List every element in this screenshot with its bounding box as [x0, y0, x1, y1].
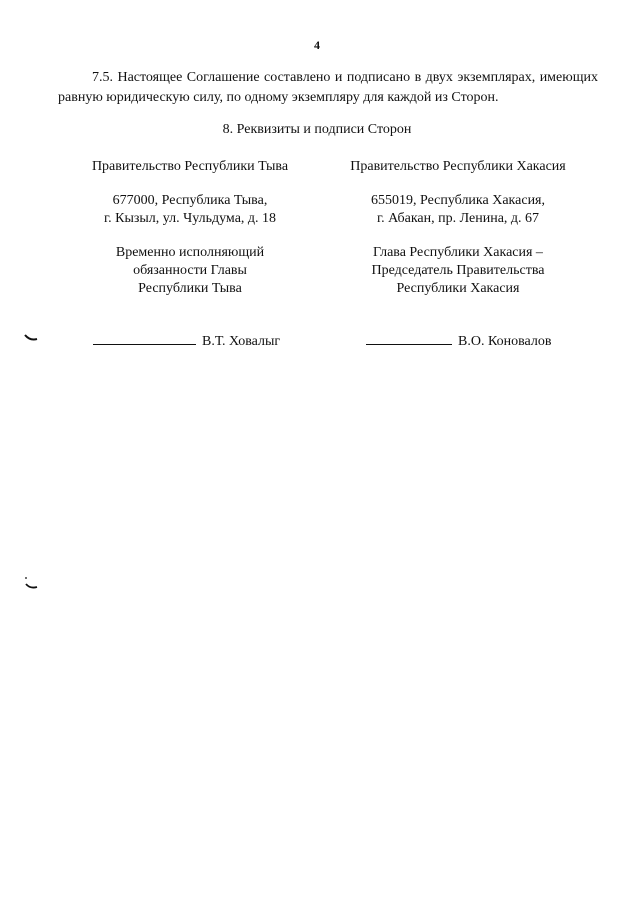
paragraph-7-5: 7.5. Настоящее Соглашение составлено и подписано в двух экземплярах, имеющих равную юридическую силу, по одному экземпляру для каждой из Сторон.	[58, 70, 598, 105]
party-right-address	[318, 192, 598, 228]
address-line: г. Кызыл, ул. Чульдума, д. 18	[103, 211, 277, 226]
signatory-name: В.Т. Ховалыг	[202, 334, 281, 349]
party-left-signature	[93, 330, 280, 350]
address-line: 677000, Республика Тыва,	[112, 193, 268, 208]
party-left-position	[50, 244, 330, 298]
signature-line	[93, 330, 196, 345]
party-right-signature	[366, 330, 551, 350]
position-line: Глава Республики Хакасия –	[373, 245, 543, 260]
position-line: Республики Хакасия	[396, 281, 520, 296]
party-right-position	[318, 244, 598, 298]
scan-mark	[24, 576, 38, 590]
signature-line	[366, 330, 452, 345]
address-line: г. Абакан, пр. Ленина, д. 67	[376, 211, 540, 226]
party-left-organization: Правительство Республики Тыва	[91, 159, 289, 174]
position-line: Временно исполняющий	[115, 245, 265, 260]
party-left-address	[50, 192, 330, 228]
position-line: Председатель Правительства	[371, 263, 545, 278]
party-right-organization: Правительство Республики Хакасия	[350, 159, 566, 174]
page-number: 4	[314, 38, 320, 52]
scan-mark	[24, 334, 38, 342]
section-heading: 8. Реквизиты и подписи Сторон	[222, 122, 412, 137]
position-line: Республики Тыва	[138, 281, 242, 296]
position-line: обязанности Главы	[133, 263, 247, 278]
signatory-name: В.О. Коновалов	[458, 334, 552, 349]
address-line: 655019, Республика Хакасия,	[370, 193, 545, 208]
